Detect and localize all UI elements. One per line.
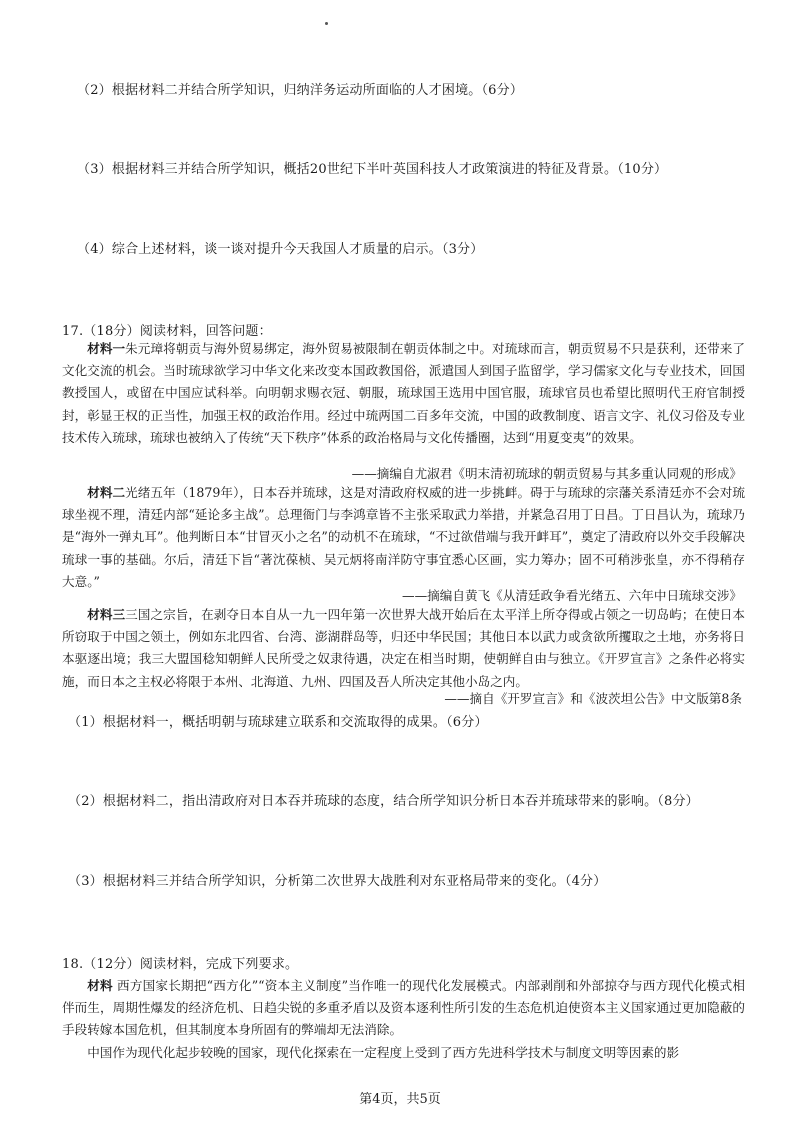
q17-material-2-source: ——摘编自黄飞《从清廷政争看光绪五、六年中日琉球交涉》 xyxy=(401,588,742,603)
question-18-header: 18.（12分）阅读材料，完成下列要求。 xyxy=(62,957,299,972)
material-text: 光绪五年（1879年），日本吞并琉球，这是对清政府权威的进一步挑衅。碍于与琉球的宗藩关系清廷亦不会对琉球坐视不理，清廷内部“延论多主战”。总理衙门与李鸿章皆不主张采取武力举措，并紧急召用丁日昌。丁日昌认为，琉球乃是“海外一弹丸耳”。他判断日本“甘冒灭小之名”的动机不在琉球，“不过欲借端与我开衅耳”，奠定了清政府以外交手段解决琉球一事的基础。尔后，清廷下旨“著沈葆桢、吴元炳将南洋防守事宜悉心区画，实力筹办；固不可稍涉张皇，亦不得稍存大意。” xyxy=(62,485,745,589)
material-label: 材料一 xyxy=(87,341,126,356)
material-text: 朱元璋将朝贡与海外贸易绑定，海外贸易被限制在朝贡体制之中。对琉球而言，朝贡贸易不只是获利，还带来了文化交流的机会。当时琉球欲学习中华文化来改变本国政教国俗，派遣国人到国子监留学，学习儒家文化与专业技术，回国教授国人，或留在中国应试科举。向明朝求赐衣冠、朝服，琉球国王选用中国官服，琉球官员也希望比照明代王府官制授封，彰显王权的正当性，加强王权的政治作用。经过中琉两国二百多年交流，中国的政教制度、语言文字、礼仪习俗及专业技术传入琉球，琉球也被纳入了传统“天下秩序”体系的政治格局与文化传播圈，达到“用夏变夷”的效果。 xyxy=(62,341,746,445)
q17-material-3-source: ——摘自《开罗宣言》和《波茨坦公告》中文版第8条 xyxy=(444,691,742,706)
q17-material-2 xyxy=(62,482,745,593)
material-label: 材料二 xyxy=(87,485,126,500)
material-text: 西方国家长期把“西方化”“资本主义制度”当作唯一的现代化发展模式。内部剥削和外部掠夺与西方现代化模式相伴而生，周期性爆发的经济危机、日趋尖锐的多重矛盾以及资本逐利性所引发的生态危机迫使资本主义国家通过更加隐蔽的手段转嫁本国危机，但其制度本身所固有的弊端却无法消除。 xyxy=(62,978,745,1038)
q17-material-3 xyxy=(62,604,745,693)
question-17-2: （2）根据材料二，指出清政府对日本吞并琉球的态度，结合所学知识分析日本吞并琉球带来的影响。（8分） xyxy=(68,794,699,809)
paragraph-text: 中国作为现代化起步较晚的国家，现代化探索在一定程度上受到了西方先进科学技术与制度文明等因素的影 xyxy=(87,1045,680,1060)
page-footer: 第4页，共5页 xyxy=(359,1092,441,1107)
material-label: 材料三 xyxy=(87,607,126,622)
q18-paragraph-2 xyxy=(62,1042,745,1064)
material-label: 材料 xyxy=(87,978,113,993)
question-2-prev: （2）根据材料二并结合所学知识，归纳洋务运动所面临的人才困境。（6分） xyxy=(77,83,524,98)
question-17-header: 17.（18分）阅读材料，回答问题： xyxy=(62,324,272,339)
q17-material-1 xyxy=(62,338,745,449)
scan-dot xyxy=(325,22,328,25)
question-4-prev: （4）综合上述材料，谈一谈对提升今天我国人才质量的启示。（3分） xyxy=(77,242,484,257)
q18-material xyxy=(62,975,745,1042)
question-17-1: （1）根据材料一，概括明朝与琉球建立联系和交流取得的成果。（6分） xyxy=(68,715,488,730)
question-3-prev: （3）根据材料三并结合所学知识，概括20世纪下半叶英国科技人才政策演进的特征及背景。（10分） xyxy=(77,162,668,177)
material-text: 三国之宗旨，在剥夺日本自从一九一四年第一次世界大战开始后在太平洋上所夺得或占领之一切岛屿；在使日本所窃取于中国之领土，例如东北四省、台湾、澎湖群岛等，归还中华民国；其他日本以武力或贪欲所攫取之土地，亦务将日本驱逐出境；我三大盟国稔知朝鲜人民所受之奴隶待遇，决定在相当时期，使朝鲜自由与独立。《开罗宣言》之条件必将实施，而日本之主权必将限于本州、北海道、九州、四国及吾人所决定其他小岛之内。 xyxy=(62,607,746,689)
question-17-3: （3）根据材料三并结合所学知识，分析第二次世界大战胜利对东亚格局带来的变化。（4分） xyxy=(68,874,607,889)
q17-material-1-source: ——摘编自尤淑君《明末清初琉球的朝贡贸易与其多重认同观的形成》 xyxy=(351,466,742,481)
